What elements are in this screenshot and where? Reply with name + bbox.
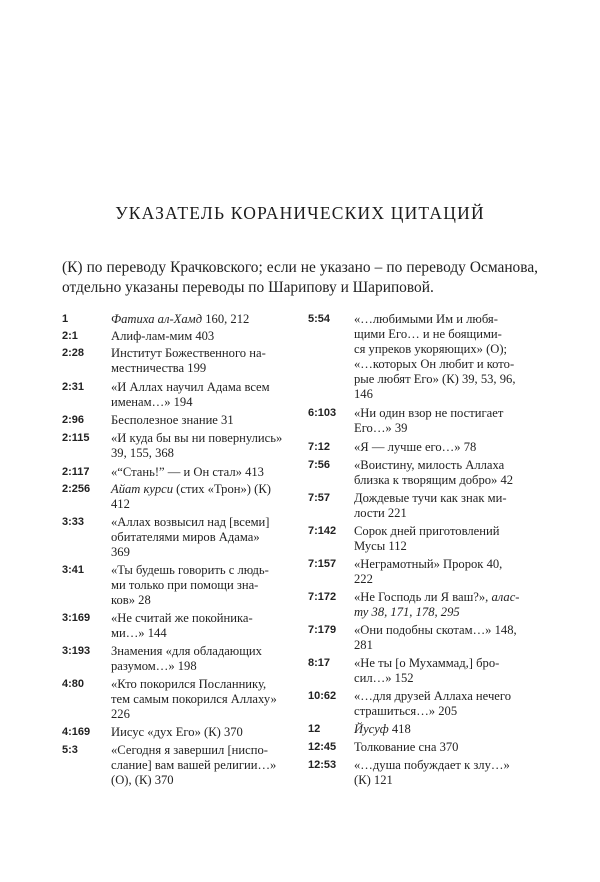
verse-reference: 8:17	[308, 657, 331, 669]
entry-text	[111, 677, 288, 722]
entry-line: сил…» 152	[354, 671, 414, 685]
entry-line: 222	[354, 572, 373, 586]
verse-reference: 3:41	[62, 564, 85, 576]
entry-line: Фатиха ал-Хамд 160, 212	[111, 312, 250, 326]
entry-line: «И куда бы вы ни повернулись» 39, 155, 368	[111, 431, 283, 460]
entry-line: «Не Господь ли Я ваш?», алас-	[354, 590, 520, 604]
index-entry	[308, 722, 540, 737]
verse-reference: 2:96	[62, 414, 85, 426]
index-entry	[62, 329, 288, 344]
entry-text	[354, 689, 540, 719]
entry-text	[354, 623, 540, 653]
entry-line: близка к творящим добро» 42	[354, 473, 514, 487]
index-entry	[308, 689, 540, 719]
entry-line: ту 38, 171, 178, 295	[354, 605, 460, 619]
entry-line: ся упреков укоряющих» (О);	[354, 342, 508, 356]
index-entry	[308, 524, 540, 554]
entry-line: лости 221	[354, 506, 407, 520]
verse-reference: 3:33	[62, 516, 85, 528]
verse-reference: 2:256	[62, 483, 91, 495]
entry-text	[111, 431, 288, 461]
entry-line: Айат курси (стих «Трон») (К)	[111, 482, 271, 496]
verse-reference: 7:179	[308, 624, 337, 636]
entry-text	[354, 406, 540, 436]
entry-line: 281	[354, 638, 373, 652]
entry-line: Институт Божественного на-	[111, 346, 266, 360]
entry-line: обитателями миров Адама»	[111, 530, 260, 544]
verse-reference: 3:169	[62, 612, 91, 624]
entry-line: ми только при помощи зна-	[111, 578, 259, 592]
verse-reference: 2:1	[62, 330, 78, 342]
entry-line: «“Стань!” — и Он стал» 413	[111, 465, 264, 479]
verse-reference: 5:3	[62, 744, 78, 756]
entry-line: Йусуф 418	[354, 722, 411, 736]
entry-line: Толкование сна 370	[354, 740, 459, 754]
entry-line: «…которых Он любит и кото-	[354, 357, 515, 371]
index-entry	[62, 312, 288, 327]
index-entry	[62, 677, 288, 722]
entry-text	[111, 725, 288, 740]
index-entry	[308, 656, 540, 686]
index-entry	[308, 491, 540, 521]
verse-reference: 7:142	[308, 525, 337, 537]
entry-text	[111, 563, 288, 608]
entry-text	[111, 346, 288, 376]
verse-reference: 10:62	[308, 690, 337, 702]
verse-reference: 2:115	[62, 432, 90, 444]
entry-line: страшиться…» 205	[354, 704, 458, 718]
index-entry	[308, 458, 540, 488]
entry-line: «…для друзей Аллаха нечего	[354, 689, 512, 703]
entry-line: «Воистину, милость Аллаха	[354, 458, 505, 472]
index-entry	[62, 413, 288, 428]
index-entry	[62, 482, 288, 512]
verse-reference: 6:103	[308, 407, 337, 419]
entry-text	[111, 482, 288, 512]
entry-text	[111, 644, 288, 674]
entry-line: «Кто покорился Посланнику,	[111, 677, 267, 691]
entry-line: Знамения «для обладающих	[111, 644, 262, 658]
verse-reference: 7:57	[308, 492, 331, 504]
entry-line: 226	[111, 707, 130, 721]
index-entry	[62, 465, 288, 480]
entry-line: 146	[354, 387, 373, 401]
entry-line: «Не считай же покойника-	[111, 611, 253, 625]
entry-text	[111, 515, 288, 560]
verse-reference: 4:80	[62, 678, 85, 690]
index-entry	[308, 623, 540, 653]
entry-line: «…душа побуждает к злу…»	[354, 758, 510, 772]
right-index-column	[308, 312, 540, 788]
verse-reference: 2:31	[62, 381, 85, 393]
entry-text	[354, 557, 540, 587]
entry-line: щими Его… и не боящими-	[354, 327, 502, 341]
left-index-column	[62, 312, 288, 788]
index-entry	[62, 611, 288, 641]
index-entry	[62, 743, 288, 788]
entry-text	[354, 656, 540, 686]
entry-text	[354, 722, 540, 737]
entry-text	[111, 413, 288, 428]
entry-line: «…любимыми Им и любя-	[354, 312, 498, 326]
verse-reference: 7:12	[308, 441, 331, 453]
entry-line: ков» 28	[111, 593, 151, 607]
index-entry	[62, 563, 288, 608]
entry-line: «И Аллах научил Адама всем	[111, 380, 270, 394]
entry-text	[354, 440, 540, 455]
entry-line: 369	[111, 545, 130, 559]
entry-line: «Сегодня я завершил [ниспо-	[111, 743, 268, 757]
entry-text	[111, 743, 288, 788]
index-entry	[62, 431, 288, 461]
intro-paragraph: (К) по переводу Крачковского; если не указано – по переводу Османова, отдельно указаны переводы по Шарипову и Шариповой.	[62, 259, 538, 296]
entry-text	[354, 524, 540, 554]
index-entry	[308, 590, 540, 620]
entry-line: Иисус «дух Его» (К) 370	[111, 725, 243, 739]
verse-reference: 5:54	[308, 313, 331, 325]
index-entry	[308, 557, 540, 587]
entry-line: «Аллах возвысил над [всеми]	[111, 515, 270, 529]
index-entry	[62, 725, 288, 740]
entry-line: Дождевые тучи как знак ми-	[354, 491, 507, 505]
entry-text	[111, 312, 288, 327]
entry-line: «Ты будешь говорить с людь-	[111, 563, 269, 577]
verse-reference: 1	[62, 313, 69, 325]
verse-reference: 2:117	[62, 466, 90, 478]
index-entry	[308, 406, 540, 436]
verse-reference: 7:56	[308, 459, 331, 471]
index-entry	[308, 312, 540, 402]
page-title: УКАЗАТЕЛЬ КОРАНИЧЕСКИХ ЦИТАЦИЙ	[115, 203, 485, 223]
entry-text	[111, 329, 288, 344]
entry-text	[111, 465, 288, 480]
verse-reference: 7:172	[308, 591, 337, 603]
entry-line: Бесполезное знание 31	[111, 413, 234, 427]
entry-text	[354, 491, 540, 521]
verse-reference: 12	[308, 723, 321, 735]
index-entry	[62, 346, 288, 376]
entry-line: «Они подобны скотам…» 148,	[354, 623, 517, 637]
entry-text	[354, 312, 540, 402]
verse-reference: 12:53	[308, 759, 337, 771]
entry-text	[111, 611, 288, 641]
entry-line: тем самым покорился Аллаху»	[111, 692, 277, 706]
index-entry	[308, 758, 540, 788]
entry-line: «Не ты [о Мухаммад,] бро-	[354, 656, 500, 670]
entry-line: Его…» 39	[354, 421, 408, 435]
entry-line: слание] вам вашей религии…»	[111, 758, 277, 772]
entry-line: разумом…» 198	[111, 659, 197, 673]
entry-line: Мусы 112	[354, 539, 407, 553]
entry-line: Сорок дней приготовлений	[354, 524, 500, 538]
index-entry	[62, 644, 288, 674]
entry-line: именам…» 194	[111, 395, 193, 409]
entry-line: местничества 199	[111, 361, 207, 375]
verse-reference: 4:169	[62, 726, 91, 738]
entry-text	[354, 740, 540, 755]
entry-line: «Я — лучше его…» 78	[354, 440, 477, 454]
verse-reference: 2:28	[62, 347, 85, 359]
entry-text	[354, 758, 540, 788]
verse-reference: 12:45	[308, 741, 337, 753]
entry-text	[354, 590, 540, 620]
entry-line: Алиф-лам-мим 403	[111, 329, 215, 343]
entry-text	[354, 458, 540, 488]
entry-text	[111, 380, 288, 410]
entry-line: (К) 121	[354, 773, 393, 787]
index-entry	[308, 740, 540, 755]
verse-reference: 7:157	[308, 558, 337, 570]
entry-line: 412	[111, 497, 130, 511]
entry-line: «Ни один взор не постигает	[354, 406, 504, 420]
entry-line: «Неграмотный» Пророк 40,	[354, 557, 503, 571]
index-entry	[62, 515, 288, 560]
index-entry	[308, 440, 540, 455]
verse-reference: 3:193	[62, 645, 91, 657]
entry-line: ми…» 144	[111, 626, 167, 640]
entry-line: (О), (К) 370	[111, 773, 174, 787]
index-entry	[62, 380, 288, 410]
entry-line: рые любят Его» (К) 39, 53, 96,	[354, 372, 516, 386]
